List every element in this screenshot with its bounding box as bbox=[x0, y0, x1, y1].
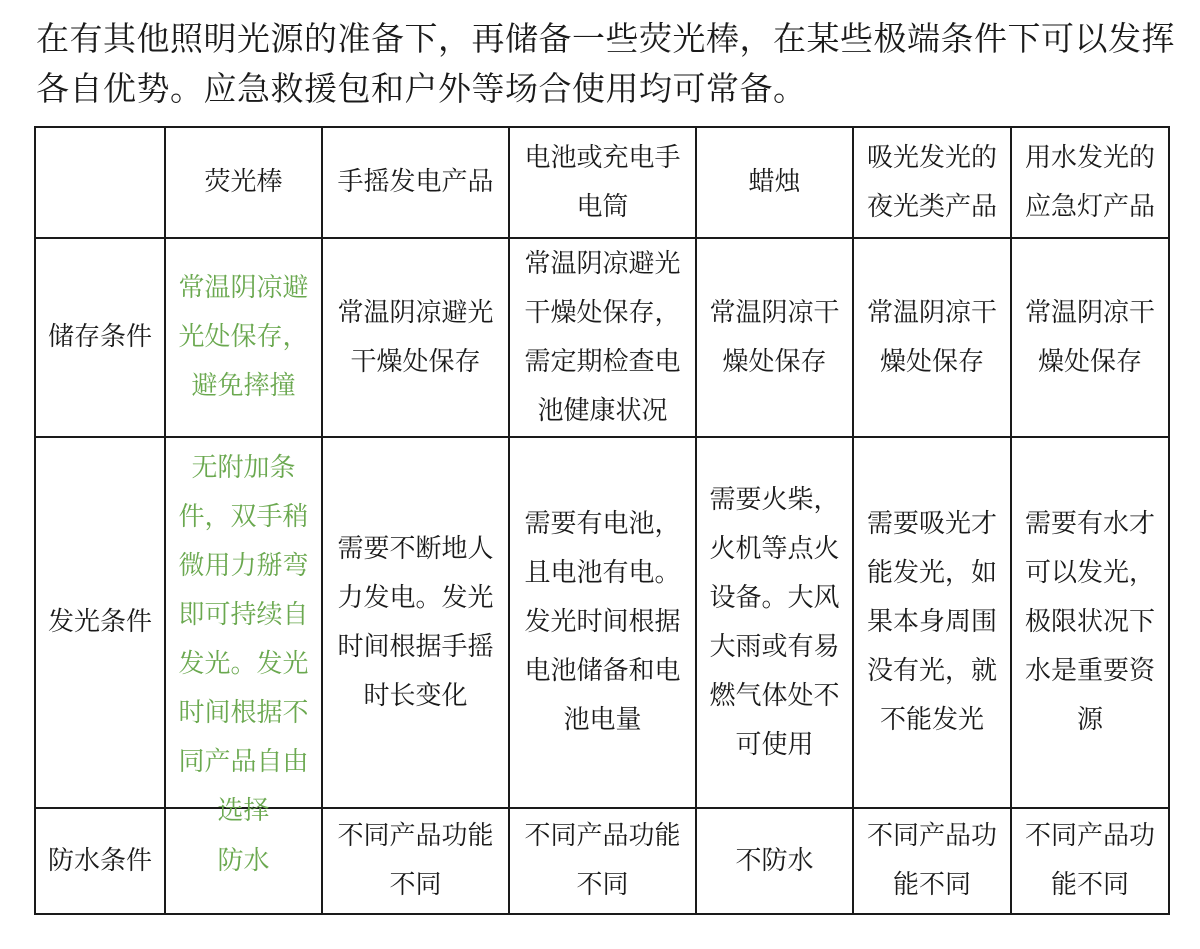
table-row-lighting bbox=[35, 437, 1169, 808]
storage-cell-hand-crank: 常温阴凉避光干燥处保存 bbox=[322, 238, 509, 437]
storage-cell-glow-stick: 常温阴凉避光处保存，避免摔撞 bbox=[165, 238, 322, 437]
waterproof-cell-luminous-product: 不同产品功能不同 bbox=[853, 808, 1011, 914]
table-row-waterproof bbox=[35, 808, 1169, 914]
waterproof-cell-candle: 不防水 bbox=[696, 808, 853, 914]
lighting-cell-glow-stick bbox=[165, 437, 322, 826]
lighting-cell-candle: 需要火柴，火机等点火设备。大风大雨或有易燃气体处不可使用 bbox=[696, 437, 853, 808]
storage-cell-flashlight: 常温阴凉避光干燥处保存，需定期检查电池健康状况 bbox=[509, 238, 696, 437]
header-cell-candle: 蜡烛 bbox=[696, 127, 853, 238]
comparison-table bbox=[34, 126, 1170, 915]
storage-cell-water-lamp: 常温阴凉干燥处保存 bbox=[1011, 238, 1169, 437]
intro-paragraph: 在有其他照明光源的准备下，再储备一些荧光棒，在某些极端条件下可以发挥各自优势。应急救援包和户外等场合使用均可常备。 bbox=[36, 19, 1175, 108]
header-cell-water-lamp: 用水发光的应急灯产品 bbox=[1011, 127, 1169, 238]
row-label-storage: 储存条件 bbox=[35, 238, 165, 437]
storage-cell-candle: 常温阴凉干燥处保存 bbox=[696, 238, 853, 437]
waterproof-cell-glow-stick: 防水 bbox=[165, 808, 322, 914]
lighting-cell-luminous-product: 需要吸光才能发光，如果本身周围没有光，就不能发光 bbox=[853, 437, 1011, 808]
header-corner-cell bbox=[35, 127, 165, 238]
lighting-cell-hand-crank: 需要不断地人力发电。发光时间根据手摇时长变化 bbox=[322, 437, 509, 808]
header-cell-luminous-product: 吸光发光的夜光类产品 bbox=[853, 127, 1011, 238]
header-cell-glow-stick: 荧光棒 bbox=[165, 127, 322, 238]
waterproof-cell-water-lamp: 不同产品功能不同 bbox=[1011, 808, 1169, 914]
table-row-storage bbox=[35, 238, 1169, 437]
row-label-lighting: 发光条件 bbox=[35, 437, 165, 808]
storage-cell-luminous-product: 常温阴凉干燥处保存 bbox=[853, 238, 1011, 437]
header-cell-hand-crank: 手摇发电产品 bbox=[322, 127, 509, 238]
lighting-cell-water-lamp: 需要有水才可以发光，极限状况下水是重要资源 bbox=[1011, 437, 1169, 808]
lighting-cell-glow-stick-text: 无附加条件，双手稍微用力掰弯即可持续自发光。发光时间根据不同产品自由选择 bbox=[178, 453, 309, 826]
lighting-cell-flashlight: 需要有电池，且电池有电。发光时间根据电池储备和电池电量 bbox=[509, 437, 696, 808]
waterproof-cell-hand-crank: 不同产品功能不同 bbox=[322, 808, 509, 914]
row-label-waterproof: 防水条件 bbox=[35, 808, 165, 914]
header-cell-flashlight: 电池或充电手电筒 bbox=[509, 127, 696, 238]
table-header-row bbox=[35, 127, 1169, 238]
waterproof-cell-flashlight: 不同产品功能不同 bbox=[509, 808, 696, 914]
